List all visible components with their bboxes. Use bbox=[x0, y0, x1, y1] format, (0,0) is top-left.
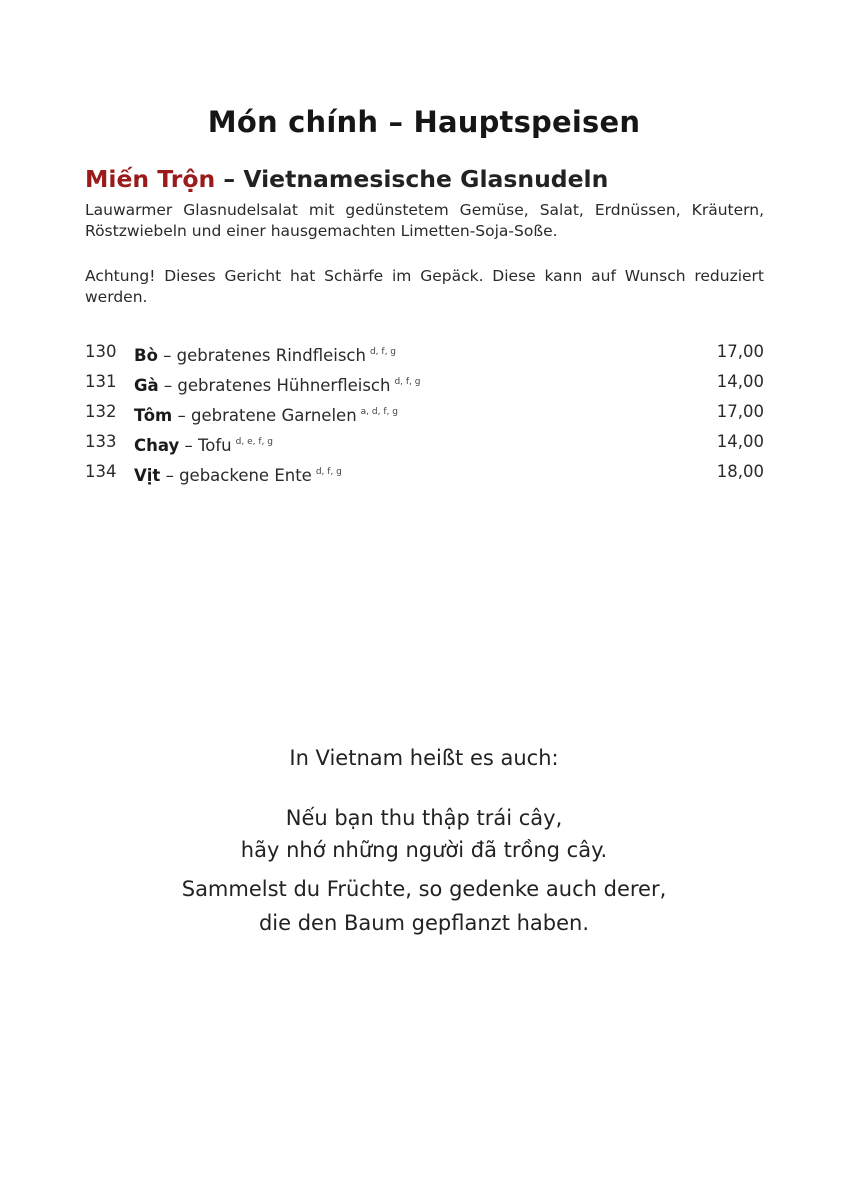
saying-vietnamese bbox=[0, 802, 848, 866]
item-name-german: – gebratenes Hühnerfleisch bbox=[158, 376, 391, 395]
item-allergens: a, d, f, g bbox=[360, 407, 398, 417]
menu-item bbox=[85, 371, 764, 401]
section-heading bbox=[85, 164, 764, 194]
page-title: Món chính – Hauptspeisen bbox=[207, 105, 641, 140]
item-name-vietnamese: Bò bbox=[134, 346, 158, 365]
item-name bbox=[134, 371, 421, 397]
menu-section-mien-tron bbox=[85, 164, 764, 491]
section-name-german: Vietnamesische Glasnudeln bbox=[243, 165, 609, 193]
item-name bbox=[134, 431, 273, 457]
item-number: 134 bbox=[85, 462, 117, 481]
item-number: 133 bbox=[85, 432, 117, 451]
item-name-german: – gebratenes Rindfleisch bbox=[157, 346, 366, 365]
saying-vietnamese-line: hãy nhớ những người đã trồng cây. bbox=[240, 838, 608, 862]
item-number: 131 bbox=[85, 372, 117, 391]
saying-german bbox=[0, 872, 848, 940]
item-name-vietnamese: Gà bbox=[134, 376, 159, 395]
item-price: 17,00 bbox=[716, 402, 764, 421]
item-name-german: – gebratene Garnelen bbox=[172, 406, 357, 425]
item-name-german: – gebackene Ente bbox=[160, 466, 312, 485]
saying-german-line: Sammelst du Früchte, so gedenke auch derer, bbox=[181, 877, 667, 901]
menu-item bbox=[85, 341, 764, 371]
item-number: 130 bbox=[85, 342, 117, 361]
item-price: 14,00 bbox=[716, 372, 764, 391]
item-name bbox=[134, 401, 398, 427]
menu-item bbox=[85, 431, 764, 461]
menu-item bbox=[85, 401, 764, 431]
saying-german-line: die den Baum gepflanzt haben. bbox=[258, 911, 590, 935]
section-name-vietnamese: Miến Trộn bbox=[85, 165, 216, 193]
item-name-vietnamese: Vịt bbox=[134, 466, 161, 485]
section-name-separator: – bbox=[215, 165, 244, 193]
section-description: Lauwarmer Glasnudelsalat mit gedünstetem Gemüse, Salat, Erdnüssen, Kräutern, Röstzwiebeln und einer hausgemachten Limetten-Soja-Soße. bbox=[85, 201, 764, 240]
item-allergens: d, f, g bbox=[315, 467, 342, 477]
item-name bbox=[134, 341, 396, 367]
item-allergens: d, e, f, g bbox=[235, 437, 273, 447]
saying-intro: In Vietnam heißt es auch: bbox=[289, 746, 559, 770]
item-price: 14,00 bbox=[716, 432, 764, 451]
item-price: 17,00 bbox=[716, 342, 764, 361]
menu-item bbox=[85, 461, 764, 491]
item-name-german: – Tofu bbox=[179, 436, 232, 455]
item-allergens: d, f, g bbox=[394, 377, 421, 387]
item-number: 132 bbox=[85, 402, 117, 421]
item-price: 18,00 bbox=[716, 462, 764, 481]
item-name bbox=[134, 461, 342, 487]
menu-item-list bbox=[85, 341, 764, 491]
item-allergens: d, f, g bbox=[369, 347, 397, 357]
spiciness-warning: Achtung! Dieses Gericht hat Schärfe im Gepäck. Diese kann auf Wunsch reduziert werden. bbox=[85, 267, 764, 306]
item-name-vietnamese: Chay bbox=[134, 436, 180, 455]
item-name-vietnamese: Tôm bbox=[134, 406, 173, 425]
saying-vietnamese-line: Nếu bạn thu thập trái cây, bbox=[285, 806, 563, 830]
